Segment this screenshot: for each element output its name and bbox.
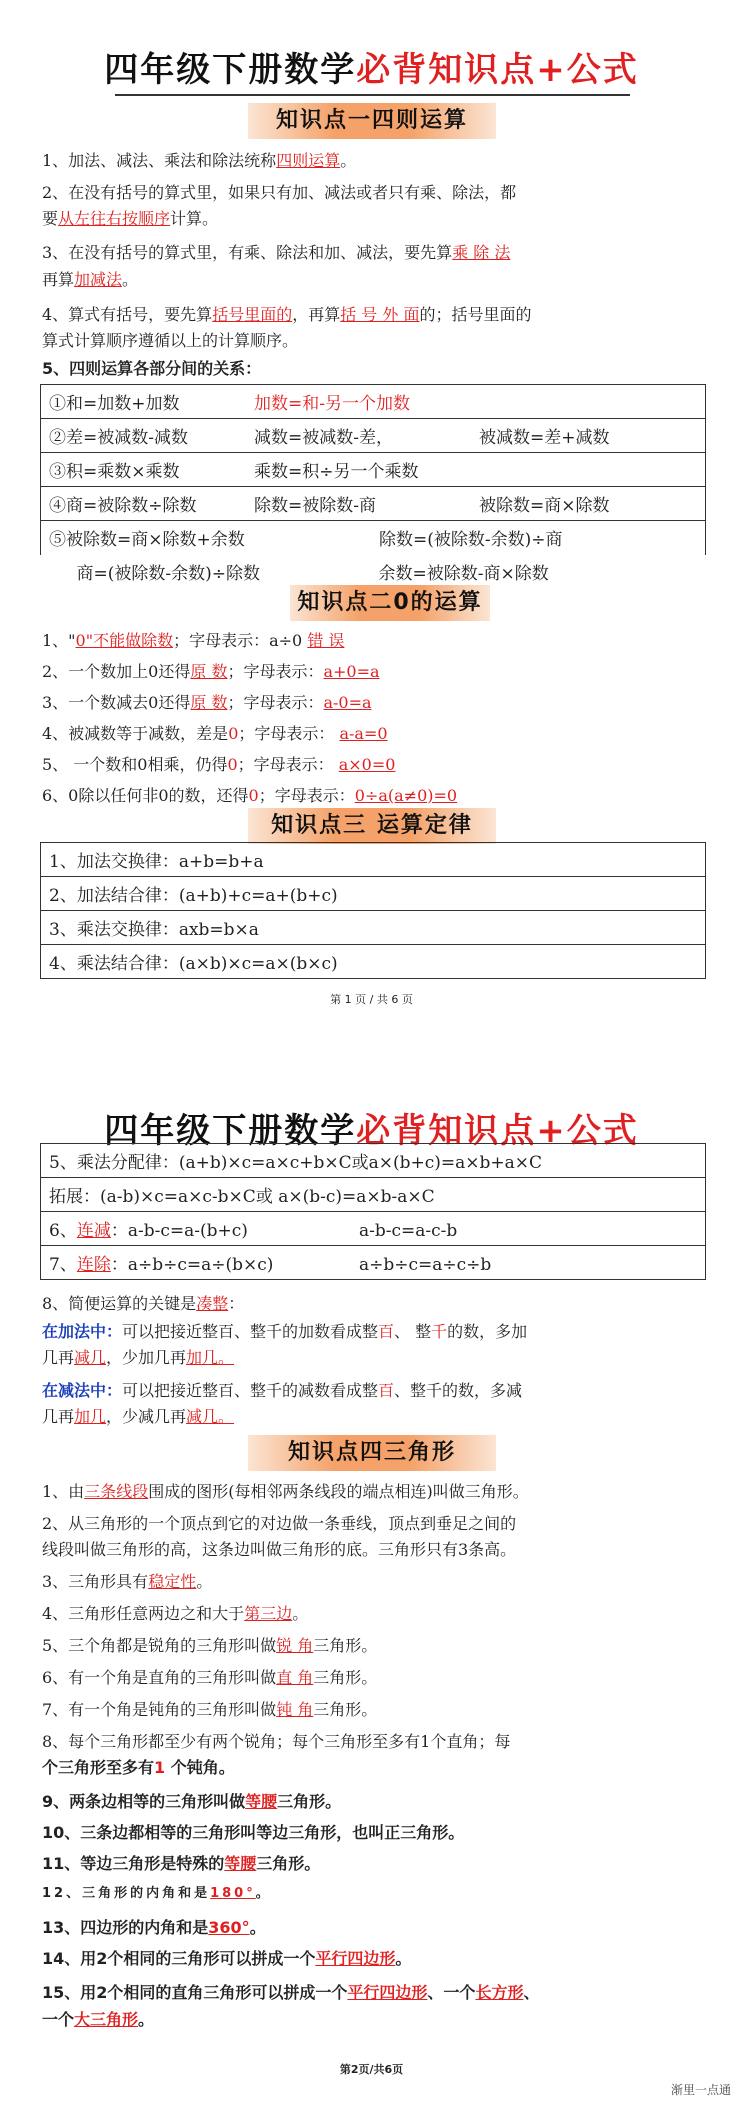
text-line: 再算加减法。 xyxy=(42,270,139,289)
text-line: 6、0除以任何非0的数，还得0；字母表示：0÷a(a≠0)=0 xyxy=(42,786,458,805)
relations-table xyxy=(40,384,706,589)
text-line: 10、三条边都相等的三角形叫等边三角形，也叫正三角形。 xyxy=(42,1823,465,1842)
page-footer: 第2页/共6页 xyxy=(339,2063,404,2076)
watermark: 渐里一点通 xyxy=(670,2083,731,2097)
table-row: 商=(被除数-余数)÷除数 余数=被除数-商×除数 xyxy=(76,564,549,584)
page-title: 四年级下册数学必背知识点+公式 xyxy=(104,1111,639,1151)
text-line: 9、两条边相等的三角形叫做等腰三角形。 xyxy=(42,1792,342,1811)
text-line: 3、在没有括号的算式里，有乘、除法和加、减法，要先算乘 除 法 xyxy=(42,243,511,262)
table-row: 6、连减：a-b-c=a-(b+c) a-b-c=a-c-b xyxy=(41,1212,706,1246)
page-2 xyxy=(0,1075,743,2104)
page-title: 四年级下册数学必背知识点+公式 xyxy=(104,50,639,90)
text-line: 在加法中：可以把接近整百、整千的加数看成整百、 整千的数，多加 xyxy=(42,1322,528,1341)
text-line: 11、等边三角形是特殊的等腰三角形。 xyxy=(42,1854,321,1873)
text-line: 要从左往右按顺序计算。 xyxy=(42,209,219,228)
text-line: 4、三角形任意两边之和大于第三边。 xyxy=(42,1604,309,1623)
table-row: 3、乘法交换律：axb=b×a xyxy=(41,911,706,945)
text-line: 6、有一个角是直角的三角形叫做直 角三角形。 xyxy=(42,1668,378,1687)
text-line: 4、被减数等于减数，差是0；字母表示： a-a=0 xyxy=(42,724,388,743)
text-line: 1、加法、减法、乘法和除法统称四则运算。 xyxy=(42,151,357,170)
text-line: 8、每个三角形都至少有两个锐角；每个三角形至多有1个直角；每 xyxy=(42,1732,511,1751)
text-line: 2、在没有括号的算式里，如果只有加、减法或者只有乘、除法，都 xyxy=(42,183,517,202)
table-row: 2、加法结合律：(a+b)+c=a+(b+c) xyxy=(41,877,706,911)
text-line: 3、一个数减去0还得原 数；字母表示：a-0=a xyxy=(42,693,372,712)
laws-table xyxy=(40,842,706,979)
text-line: 15、用2个相同的直角三角形可以拼成一个平行四边形、一个长方形、 xyxy=(42,1983,540,2002)
table-row: 拓展：(a-b)×c=a×c-b×C或 a×(b-c)=a×b-a×C xyxy=(41,1178,706,1212)
table-row: ②差=被减数-减数 减数=被减数-差， 被减数=差+减数 xyxy=(41,419,706,453)
text-line: 4、算式有括号，要先算括号里面的，再算括 号 外 面的；括号里面的 xyxy=(42,305,532,324)
text-line: 几再加几，少减几再减几。 xyxy=(42,1407,235,1426)
text-line: 2、一个数加上0还得原 数；字母表示：a+0=a xyxy=(42,662,380,681)
section-heading-3: 知识点三 运算定律 xyxy=(248,808,496,844)
table-row: 5、乘法分配律：(a+b)×c=a×c+b×C或a×(b+c)=a×b+a×C xyxy=(41,1144,706,1178)
text-line: 14、用2个相同的三角形可以拼成一个平行四边形。 xyxy=(42,1949,412,1968)
section-heading-1: 知识点一四则运算 xyxy=(248,103,496,139)
text-line: 8、简便运算的关键是凑整： xyxy=(42,1294,245,1313)
text-line: 算式计算顺序遵循以上的计算顺序。 xyxy=(42,331,299,350)
text-line: 1、由三条线段围成的图形(每相邻两条线段的端点相连)叫做三角形。 xyxy=(42,1482,529,1501)
text-line: 12、三角形的内角和是180°。 xyxy=(42,1886,272,1901)
text-line: 个三角形至多有1 个钝角。 xyxy=(42,1758,235,1777)
text-line: 在减法中：可以把接近整百、整千的减数看成整百、整千的数，多减 xyxy=(42,1381,523,1400)
text-line: 7、有一个角是钝角的三角形叫做钝 角三角形。 xyxy=(42,1700,378,1719)
text-line: 几再减几，少加几再加几。 xyxy=(42,1348,235,1367)
text-line: 3、三角形具有稳定性。 xyxy=(42,1572,213,1591)
table-row: ①和=加数+加数 加数=和-另一个加数 xyxy=(41,385,706,419)
table-row: ③积=乘数×乘数 乘数=积÷另一个乘数 xyxy=(41,453,706,487)
table-row: ⑤被除数=商×除数+余数 除数=(被除数-余数)÷商 xyxy=(41,521,706,555)
text-line: 2、从三角形的一个顶点到它的对边做一条垂线，顶点到垂足之间的 xyxy=(42,1514,517,1533)
table-row: ④商=被除数÷除数 除数=被除数-商 被除数=商×除数 xyxy=(41,487,706,521)
page-1 xyxy=(0,0,743,1040)
laws-table-continued xyxy=(40,1143,706,1280)
page-footer: 第 1 页 / 共 6 页 xyxy=(330,993,413,1006)
title-underline xyxy=(115,94,630,96)
text-line: 线段叫做三角形的高，这条边叫做三角形的底。三角形只有3条高。 xyxy=(42,1540,517,1559)
text-line: 5、 一个数和0相乘，仍得0；字母表示： a×0=0 xyxy=(42,755,396,774)
table-row: 1、加法交换律：a+b=b+a xyxy=(41,843,706,877)
table-row: 7、连除：a÷b÷c=a÷(b×c) a÷b÷c=a÷c÷b xyxy=(41,1246,706,1280)
section-heading-2: 知识点二0的运算 xyxy=(290,585,490,621)
text-line: 5、三个角都是锐角的三角形叫做锐 角三角形。 xyxy=(42,1636,378,1655)
table-row: 4、乘法结合律：(a×b)×c=a×(b×c) xyxy=(41,945,706,979)
text-line: 5、四则运算各部分间的关系： xyxy=(42,359,262,378)
section-heading-4: 知识点四三角形 xyxy=(248,1435,496,1471)
text-line: 一个大三角形。 xyxy=(42,2010,155,2029)
text-line: 13、四边形的内角和是360°。 xyxy=(42,1918,266,1937)
text-line: 1、"0"不能做除数；字母表示：a÷0 错 误 xyxy=(42,631,345,650)
